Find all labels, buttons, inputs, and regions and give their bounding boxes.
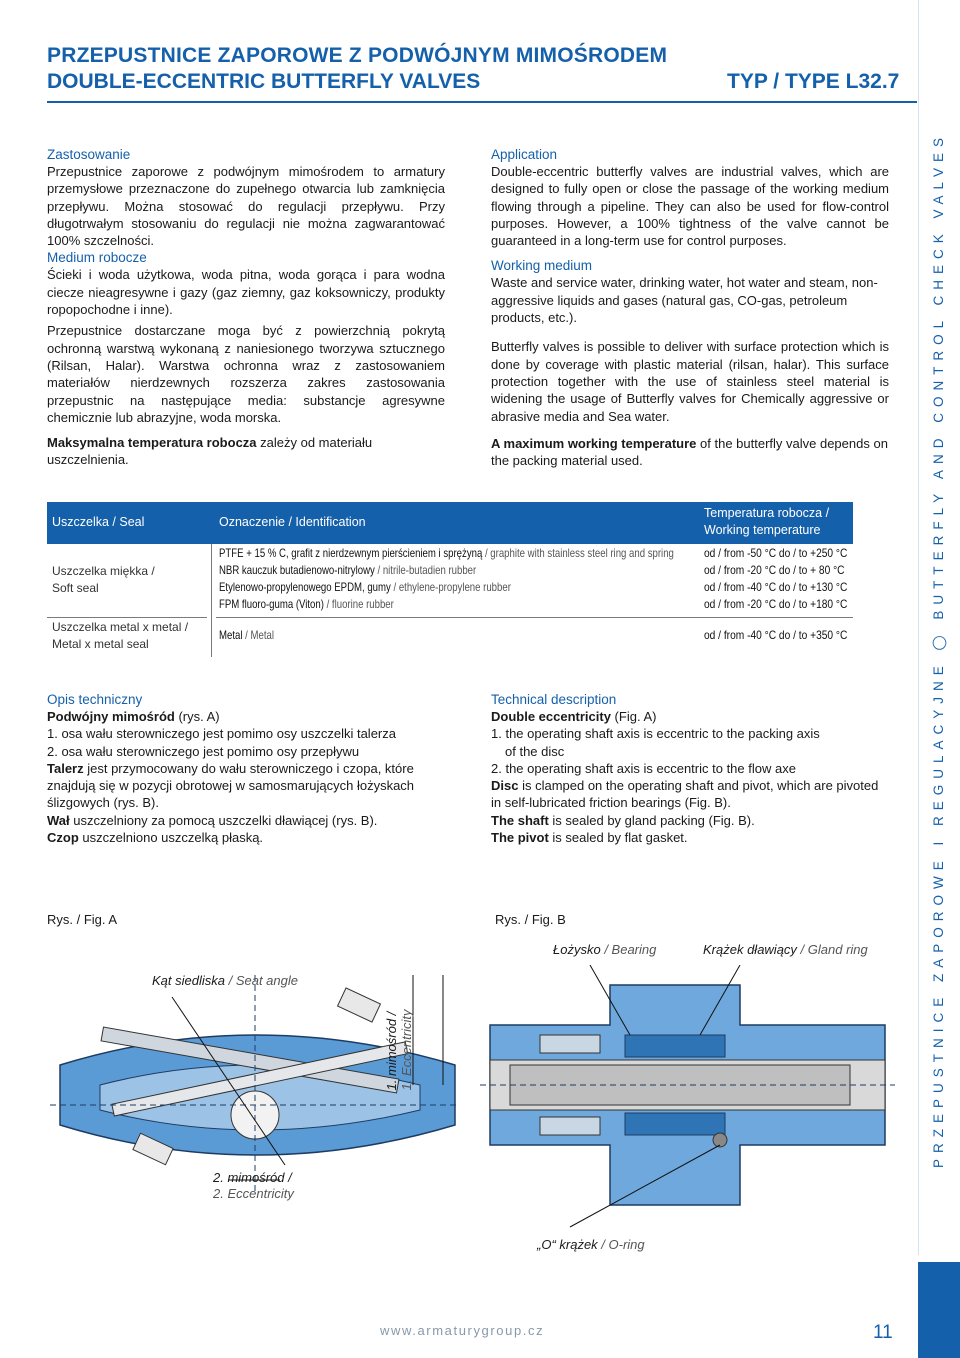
en-max-temp [491, 435, 889, 470]
fig-a-label: Rys. / Fig. A [47, 912, 118, 927]
en-desc-line: 1. the operating shaft axis is eccentric to the packing axis [491, 726, 820, 742]
th-identification: Oznaczenie / Identification [219, 515, 366, 529]
pl-desc-line: Talerz jest przymocowany do wału sterowniczego i czopa, które znajdują się w pozycji obrotowej w samosmarujących łożyskach ślizgowych (rys. B). [47, 760, 415, 811]
pl-tech-desc [47, 691, 445, 846]
pl-desc-line: Podwójny mimośród (rys. A) [47, 709, 220, 724]
en-protection-text: Butterfly valves is possible to deliver with surface protection which is done by coverage with plastic material (rilsan, halar). This surface protection together with the use of stainless steel material is widening the usage of Butterfly valves for Chemically aggressive or abrasive media and Sea water. [491, 339, 889, 424]
pl-max-temp-bold: Maksymalna temperatura robocza [47, 435, 257, 451]
pl-max-temp-rest: zależy od materiału uszczelnienia. [47, 435, 373, 468]
pl-protection-text: Przepustnice dostarczane moga być z powierzchnią pokrytą ochronną warstwą wykonaną z naniesionego tworzywa sztucznego (Rilsan, Halar). Warstwa ochronna wraz z zastosowaniem materiałów nierdzewnych rozszerza zakres zastosowania przepustnic na następujące media: substancje agresywne chemicznie lub abrazyjne, woda morska. [47, 323, 445, 425]
en-desc-line: Double eccentricity (Fig. A) [491, 709, 657, 724]
pl-medium-text: Ścieki i woda użytkowa, woda pitna, woda gorąca i para wodna ciecze nieagresywne i gazy (gaz ziemny, gaz koksowniczy, produkty ropopochodne i inne). [47, 267, 445, 318]
eccentricity-1-label: 1. mimośród / 1. Eccentricity [384, 1009, 414, 1091]
en-tech-desc [491, 691, 889, 846]
bearing-label: Łożysko / Bearing [553, 942, 657, 957]
pl-medium-heading: Medium robocze [47, 250, 147, 266]
en-medium-text: Waste and service water, drinking water, hot water and steam, non-aggressive liquids and gases (natural gas, CO-gas, petroleum products, etc.). [491, 275, 878, 326]
table-divider-v [211, 544, 212, 657]
fig-b-label: Rys. / Fig. B [495, 912, 566, 927]
table-divider-h-left [47, 617, 207, 618]
en-tech-heading: Technical description [491, 692, 617, 707]
en-desc-line: The pivot is sealed by flat gasket. [491, 830, 688, 846]
metal-seal-label-1: Uszczelka metal x metal / [52, 620, 189, 634]
en-desc-line: 2. the operating shaft axis is eccentric to the flow axe [491, 760, 796, 776]
title-en: DOUBLE-ECCENTRIC BUTTERFLY VALVES [47, 70, 481, 93]
en-desc-line: The shaft is sealed by gland packing (Fig. B). [491, 812, 755, 828]
type-label: TYP / TYPE L32.7 [727, 70, 900, 93]
en-application-heading: Application [491, 147, 558, 162]
footer-url[interactable]: www.armaturygroup.cz [380, 1323, 545, 1338]
o-ring-label: „O“ krążek / O-ring [537, 1237, 645, 1252]
side-band-text: PRZEPUSTNICE ZAPOROWE I REGULACYJNE ◯ BUTTERFLY AND CONTROL CHECK VALVES [931, 132, 946, 1168]
eccentricity-2-label: 2. mimośród / 2. Eccentricity [213, 1170, 294, 1201]
en-desc-line: of the disc [505, 743, 565, 759]
en-max-temp-bold: A maximum working temperature [491, 435, 697, 451]
temp-cell: od / from -50 °C do / to +250 °C [704, 546, 848, 560]
th-temp-1: Temperatura robocza / [704, 506, 830, 520]
seat-angle-label: Kąt siedliska / Seat angle [152, 973, 298, 988]
temp-cell: od / from -20 °C do / to + 80 °C [704, 563, 845, 577]
side-band-bottom [918, 1262, 960, 1358]
metal-seal-label-2: Metal x metal seal [52, 637, 149, 651]
th-seal: Uszczelka / Seal [52, 515, 145, 529]
soft-seal-label-2: Soft seal [52, 581, 99, 595]
pl-application-text: Przepustnice zaporowe z podwójnym mimośrodem to armatury przemysłowe przeznaczone do zupełnego otwarcia lub zamknięcia przepływu. Można stosować do regulacji przepływu. Przy długotrwałym stosowaniu do regulacji nie można zagwarantować 100% szczelności. [47, 164, 445, 249]
pl-desc-line: Wał uszczelniony za pomocą uszczelki dławiącej (rys. B). [47, 812, 378, 828]
table-row: FPM fluoro-guma (Viton) / fluorine rubber [219, 597, 394, 611]
table-row: NBR kauczuk butadienowo-nitrylowy / nitrile-butadien rubber [219, 563, 477, 577]
metal-identification: Metal / Metal [219, 628, 274, 642]
soft-seal-label-1: Uszczelka miękka / [52, 564, 155, 578]
pl-desc-line: 1. osa wału sterowniczego jest pomimo osy uszczelki talerza [47, 726, 396, 742]
table-row: Etylenowo-propylenowego EPDM, gumy / ethylene-propylene rubber [219, 580, 511, 594]
page-number: 11 [873, 1322, 893, 1343]
metal-temp: od / from -40 °C do / to +350 °C [704, 628, 848, 642]
en-medium-heading: Working medium [491, 258, 593, 274]
table-row: PTFE + 15 % C, grafit z nierdzewnym pierścieniem i sprężyną / graphite with stainless steel ring and spring [219, 546, 674, 560]
pl-desc-line: Czop uszczelniono uszczelką płaską. [47, 830, 264, 846]
title-pl: PRZEPUSTNICE ZAPOROWE Z PODWÓJNYM MIMOŚRODEM [47, 44, 668, 67]
th-temp-2: Working temperature [704, 523, 821, 537]
pl-desc-line: 2. osa wału sterowniczego jest pomimo osy przepływu [47, 743, 360, 759]
en-desc-line: Disc is clamped on the operating shaft and pivot, which are pivoted in self-lubricated friction bearings (Fig. B). [491, 778, 879, 811]
temp-cell: od / from -40 °C do / to +130 °C [704, 580, 848, 594]
fig-b-drawing [480, 965, 900, 1230]
pl-intro [47, 146, 445, 469]
table-divider-h-right [216, 617, 853, 618]
pl-tech-heading: Opis techniczny [47, 692, 143, 707]
pl-max-temp [47, 434, 445, 469]
temp-cell: od / from -20 °C do / to +180 °C [704, 597, 848, 611]
en-intro [491, 146, 889, 469]
header-rule [47, 101, 917, 103]
gland-ring-label: Krążek dławiący / Gland ring [703, 942, 868, 957]
en-application-text: Double-eccentric butterfly valves are industrial valves, which are designed to fully open or close the passage of the working medium flowing through a pipeline. They can also be used for flow-control purposes. However, a 100% tightness of the valve cannot be guaranteed in a long-term use for control purposes. [491, 164, 889, 249]
pl-application-heading: Zastosowanie [47, 147, 131, 162]
en-max-temp-rest: of the butterfly valve depends on the packing material used. [491, 435, 888, 469]
